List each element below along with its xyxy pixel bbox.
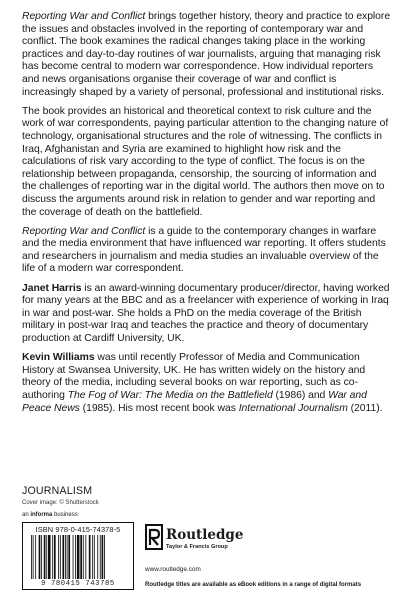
publisher-group: Taylor & Francis Group (166, 544, 228, 550)
barcode-bar (73, 535, 74, 579)
author-bio-text: is an award-winning documentary producer/director, having worked for many years at the BBC and as a freelancer with experience of working in Iraq in war and post-war. She holds a PhD on the media coverage of the British military in post-war Iraq and teaches the practice and theory of documentary production at Cardiff University, UK. (22, 282, 390, 345)
author-bio-text: (1986) and (272, 390, 329, 401)
informa-brand: informa (30, 512, 53, 518)
barcode-bar (80, 535, 82, 579)
barcode-bar (46, 535, 47, 579)
barcode-bar (68, 535, 70, 579)
barcode-bar (92, 535, 93, 579)
barcode-bar (48, 535, 51, 579)
barcode-bar (35, 535, 36, 579)
publisher-website: www.routledge.com (145, 566, 201, 573)
book-title-italic: Reporting War and Conflict (22, 11, 146, 22)
informa-suffix: business (52, 512, 78, 518)
barcode-bar (75, 535, 76, 579)
barcode-bar (54, 535, 56, 579)
book-title-italic: International Journalism (238, 402, 348, 414)
book-title-italic: The Fog of War: The Media on the Battlefield (67, 390, 273, 401)
ebook-availability-note: Routledge titles are available as eBook editions in a range of digital formats (145, 582, 362, 588)
isbn-number: ISBN 978-0-415-74378-5 (35, 525, 121, 534)
barcode-bar (100, 535, 101, 579)
barcode-bar (44, 535, 46, 579)
informa-business-label (22, 512, 78, 518)
isbn-barcode (22, 522, 134, 590)
barcode-bar (67, 535, 68, 579)
barcode-bar (85, 535, 86, 579)
barcode-bar (102, 535, 104, 579)
barcode-bar (41, 535, 42, 579)
barcode-bar (97, 535, 98, 579)
barcode-bar (104, 535, 105, 579)
author-bio-text: (2011). (347, 402, 383, 414)
barcode-bar (62, 535, 64, 579)
barcode-bar (58, 535, 59, 579)
description-text: is a guide to the contemporary changes in warfare and the media environment that have influenced war reporting. It offers students and researchers in journalism and media studies an invaluable overview of the life of a modern war correspondent. (22, 225, 386, 275)
book-title-italic: Reporting War and Conflict (22, 225, 146, 237)
author-name: Janet Harris (22, 282, 82, 294)
cover-image-credit: Cover image: © Shutterstock (22, 500, 99, 506)
barcode-bar (60, 535, 61, 579)
barcode-bar (65, 535, 66, 579)
author-bio-williams (22, 352, 392, 415)
barcode-bar (83, 535, 84, 579)
barcode-bar (94, 535, 95, 579)
author-bio-text: was until recently Professor of Media and Communication History at Swansea University, UK. He has written widely on the history and theory of the media, including several books on war reporting, such as co-authoring (22, 352, 366, 401)
description-text: brings together history, theory and practice to explore the issues and obstacles involved in the reporting of contemporary war and conflict. The book examines the radical changes taking place in the working practices and day-to-day routines of war journalists, arguing that managing risk has become central to modern war correspondence. How individual reporters and news organisations organise their coverage of war and conflict is increasingly shaped by a variety of personal, professional and institutional risks. (22, 11, 391, 98)
publisher-name: Routledge (166, 527, 244, 543)
author-bio-harris (22, 283, 392, 346)
description-paragraph-2 (22, 106, 392, 219)
barcode-bar (33, 535, 34, 579)
informa-prefix: an (22, 512, 31, 518)
barcode-bar (89, 535, 91, 579)
barcode-bars (31, 535, 127, 579)
description-paragraph-3 (22, 226, 392, 276)
book-title-italic: War and Peace News (22, 390, 367, 414)
description-text: The book provides an historical and theoretical context to risk culture and the work of war correspondents, paying particular attention to the changing nature of technology, organisational structures and the role of witnessing. The conflicts in Iraq, Afghanistan and Syria are examined to highlight how risk and the calculations of risk vary according to the type of conflict. The focus is on the relationship between propaganda, censorship, the sourcing of information and the challenges of reporting war in the digital world. The authors then move on to discuss the arguments around risk in relation to gender and war reporting and the coverage of death on the battlefield. (22, 105, 389, 218)
barcode-bar (77, 535, 80, 579)
barcode-bar (52, 535, 53, 579)
publisher-logo (145, 524, 265, 564)
barcode-bar (31, 535, 32, 579)
subject-category: JOURNALISM (22, 485, 93, 497)
barcode-bar (39, 535, 41, 579)
author-name: Kevin Williams (22, 352, 95, 364)
barcode-digits: 9 780415 743785 (41, 580, 115, 588)
description-paragraph-1 (22, 11, 392, 99)
author-bio-text: (1985). His most recent book was (79, 402, 239, 414)
blurb (22, 11, 392, 422)
routledge-logo-icon (145, 524, 163, 550)
